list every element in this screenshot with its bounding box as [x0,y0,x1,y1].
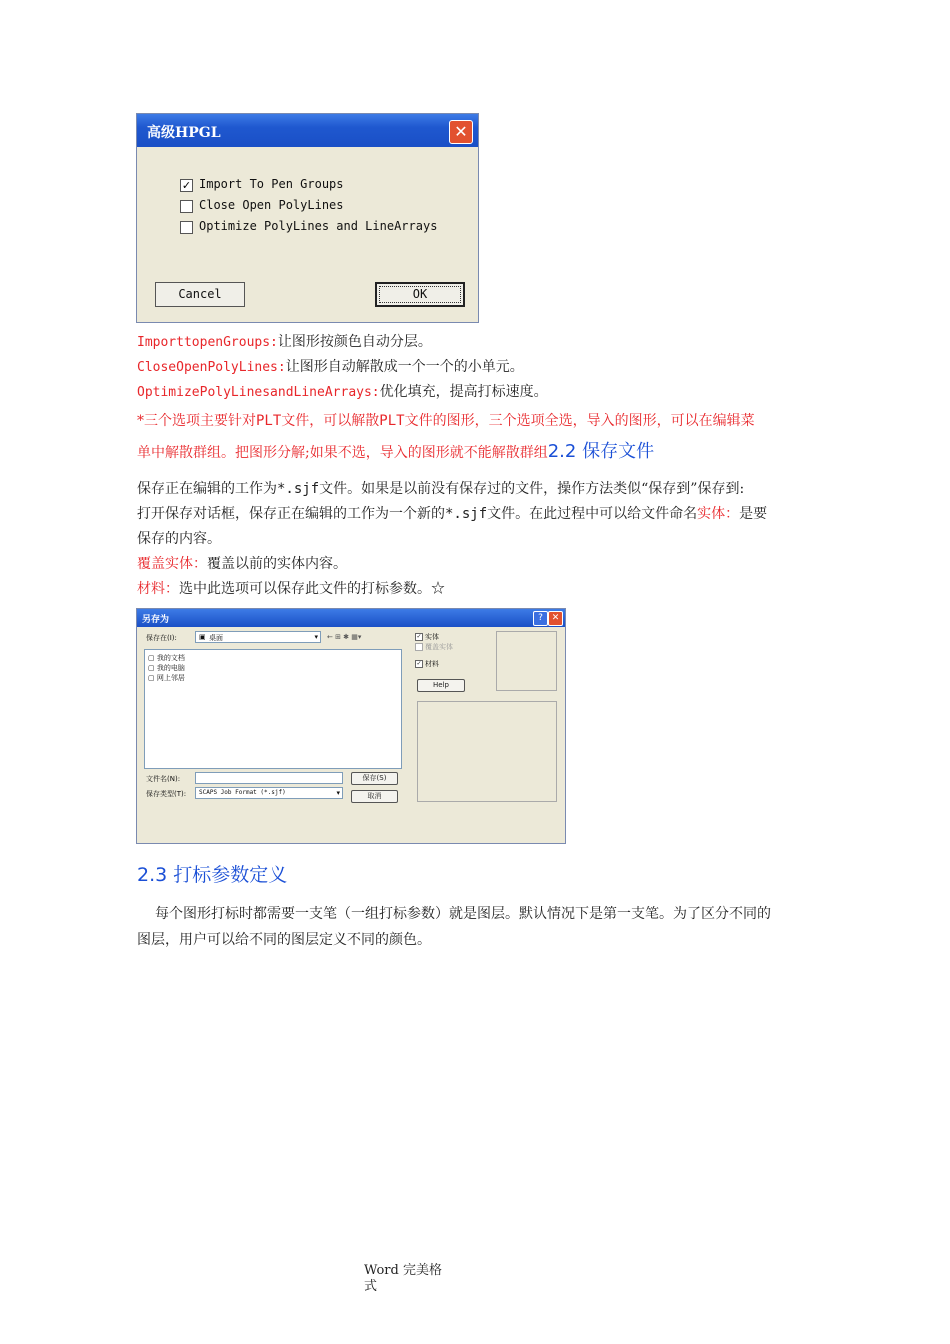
footer-line-1: Word 完美格 [364,1263,442,1278]
help-icon[interactable]: ? [533,611,548,626]
desc-text-2: 让图形自动解散成一个一个的小单元。 [285,359,524,375]
close-open-polylines-checkbox[interactable] [180,200,193,213]
heading-2-3: 2.3 打标参数定义 [137,864,288,886]
chevron-down-icon: ▾ [314,633,318,641]
filename-input[interactable] [195,772,343,784]
hpgl-titlebar [137,114,478,147]
cover-entity-label: 覆盖实体 [425,643,453,651]
desc-text-1: 让图形按颜色自动分层。 [277,334,432,350]
save-in-value: 桌面 [209,634,223,642]
list-item[interactable]: ▢ 网上邻居 [148,674,185,682]
desc-term-2: CloseOpenPolyLines: [137,360,286,375]
filetype-label: 保存类型(T): [146,790,187,798]
save-as-dialog [136,608,566,844]
save-p2-d: 实体： [697,506,740,522]
cover-entity-checkbox[interactable] [415,643,423,651]
close-open-polylines-label: Close Open PolyLines [199,198,344,212]
material-line [137,578,445,598]
desktop-icon: ▣ [199,633,206,641]
filename-label: 文件名(N): [146,775,181,783]
list-item[interactable]: ▢ 我的电脑 [148,664,185,672]
note-1e: 文件的图形，三个选项全选，导入的图形，可以在编辑菜 [404,413,755,429]
section-23-line-1: 每个图形打标时都需要一支笔（一组打标参数）就是图层。默认情况下是第一支笔。为了区分不同的 [155,906,771,922]
note-1a: *三个选项主要针对 [137,413,256,429]
desc-text-3: 优化填充，提高打标速度。 [379,384,548,400]
save-line-1 [137,478,744,498]
preview-panel [417,701,557,802]
import-pen-groups-label: Import To Pen Groups [199,177,344,191]
save-p1-a: 保存正在编辑的工作为 [137,481,277,497]
entity-label: 实体 [425,633,439,641]
save-p2-e: 是要 [739,506,768,522]
save-p1-b: *.sjf [277,481,320,497]
optimize-polylines-label: Optimize PolyLines and LineArrays [199,219,438,233]
save-as-title: 另存为 [142,615,170,625]
material-checkbox-label: 材料 [425,660,439,668]
close-icon[interactable]: ✕ [449,120,473,144]
note-line-1 [137,410,755,430]
material-text: 选中此选项可以保存此文件的打标参数。☆ [179,581,445,597]
save-line-3: 保存的内容。 [137,531,221,547]
note-1b: PLT [256,413,282,429]
toolbar-icons[interactable]: ← ⊞ ✱ ▦▾ [327,633,362,641]
save-as-titlebar [137,609,565,627]
desc-line-2 [137,356,524,376]
save-in-label: 保存在(I): [146,634,177,642]
material-label: 材料： [137,581,179,597]
note-2: 单中解散群组。把图形分解;如果不选，导入的图形就不能解散群组 [137,445,548,461]
save-line-2 [137,503,767,523]
filetype-value: SCAPS Job Format (*.sjf) [199,789,286,796]
note-1c: 文件，可以解散 [281,413,380,429]
footer-line-2: 式 [364,1279,378,1294]
close-icon[interactable]: ✕ [548,611,563,626]
entity-checkbox[interactable]: ✓ [416,633,422,640]
hpgl-title: 高级HPGL [147,125,221,141]
cancel-button[interactable]: Cancel [155,282,245,307]
cover-text: 覆盖以前的实体内容。 [207,556,347,572]
import-pen-groups-checkbox[interactable]: ✓ [181,179,192,192]
section-23-line-2: 图层，用户可以给不同的图层定义不同的颜色。 [137,932,431,948]
heading-2-2: 2.2 保存文件 [547,441,655,462]
desc-term-1: ImporttopenGroups: [137,335,278,350]
filetype-select[interactable] [195,787,343,799]
save-button[interactable]: 保存(S) [351,772,398,785]
list-item[interactable]: ▢ 我的文档 [148,654,185,662]
save-p1-c: 文件。如果是以前没有保存过的文件，操作方法类似“保存到”保存到: [319,481,745,497]
help-button[interactable]: Help [417,679,465,692]
cover-label: 覆盖实体： [137,556,207,572]
preview-panel-small [496,631,557,691]
save-in-select[interactable] [195,631,321,643]
save-p2-a: 打开保存对话框，保存正在编辑的工作为一个新的 [137,506,445,522]
chevron-down-icon: ▾ [336,789,340,797]
ok-button[interactable]: OK [375,282,465,307]
cover-line [137,553,347,573]
desc-line-3 [137,381,548,401]
save-p2-c: 文件。在此过程中可以给文件命名 [487,506,698,522]
material-checkbox[interactable]: ✓ [416,660,422,667]
desc-term-3: OptimizePolyLinesandLineArrays: [137,385,380,400]
file-list[interactable] [144,649,402,769]
note-1d: PLT [379,413,405,429]
cancel-button[interactable]: 取消 [351,790,398,803]
note-line-2 [137,437,654,463]
save-p2-b: *.sjf [445,506,488,522]
optimize-polylines-checkbox[interactable] [180,221,193,234]
desc-line-1 [137,331,432,351]
hpgl-dialog [136,113,479,323]
